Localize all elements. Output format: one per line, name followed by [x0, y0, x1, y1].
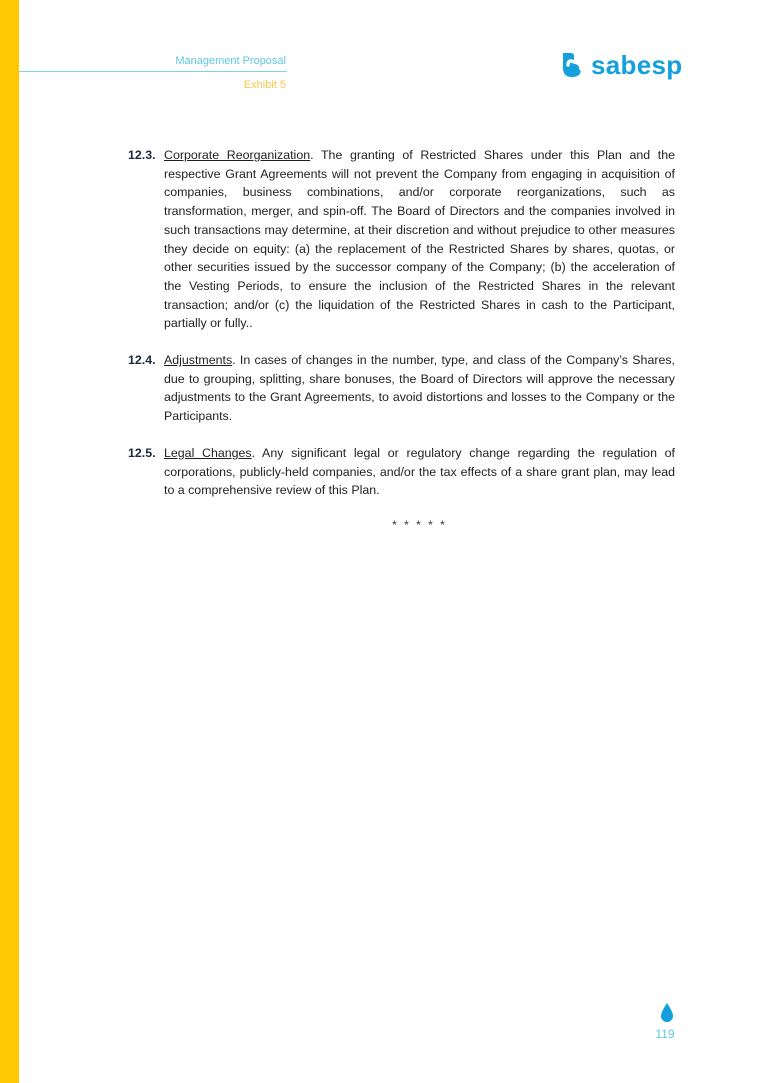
- sabesp-logo-icon: [560, 51, 586, 79]
- clause-heading: Legal Changes: [164, 445, 252, 460]
- side-accent-bar: [0, 0, 19, 1083]
- section-separator: * * * * *: [392, 517, 447, 532]
- clause-text: . Any significant legal or regulatory change regarding the regulation of corporations, publicly-held companies, and/or the tax effects of a share grant plan, may lead to a comprehensive review of this Plan.: [164, 445, 675, 498]
- water-drop-icon: [660, 1003, 674, 1023]
- clause-text: . In cases of changes in the number, type, and class of the Company’s Shares, due to grouping, splitting, share bonuses, the Board of Directors will approve the necessary adjustments to the Grant Agreements, to avoid distortions and losses to the Company or the Participants.: [164, 353, 675, 424]
- document-body: [128, 146, 675, 532]
- clause: [128, 146, 675, 333]
- clause-number: 12.4.: [128, 353, 156, 368]
- clause-heading: Adjustments: [164, 353, 233, 368]
- logo-text: sabesp: [591, 50, 683, 80]
- clause: [128, 444, 675, 500]
- header-exhibit: Exhibit 5: [243, 79, 286, 91]
- sabesp-logo: [560, 51, 682, 79]
- header-divider: [19, 71, 287, 72]
- page-number: 119: [655, 1027, 675, 1041]
- clause-heading: Corporate Reorganization: [164, 148, 311, 162]
- header-title: Management Proposal: [175, 55, 286, 67]
- clause-number: 12.3.: [128, 148, 156, 162]
- clause: [128, 351, 675, 426]
- clause-number: 12.5.: [128, 445, 156, 460]
- clause-text: . The granting of Restricted Shares under this Plan and the respective Grant Agreements will not prevent the Company from engaging in acquisition of companies, business combinations, and/or corporate reorganizations, such as transformation, merger, and spin-off. The Board of Directors and the companies involved in such transactions may determine, at their discretion and without prejudice to other measures they decide on equity: (a) the replacement of the Restricted Shares by shares, quotas, or other securities issued by the successor company of the Company; (b) the acceleration of the Vesting Periods, to ensure the inclusion of the Restricted Shares in the relevant transaction; and/or (c) the liquidation of the Restricted Shares in cash to the Participant, partially or fully..: [164, 148, 676, 331]
